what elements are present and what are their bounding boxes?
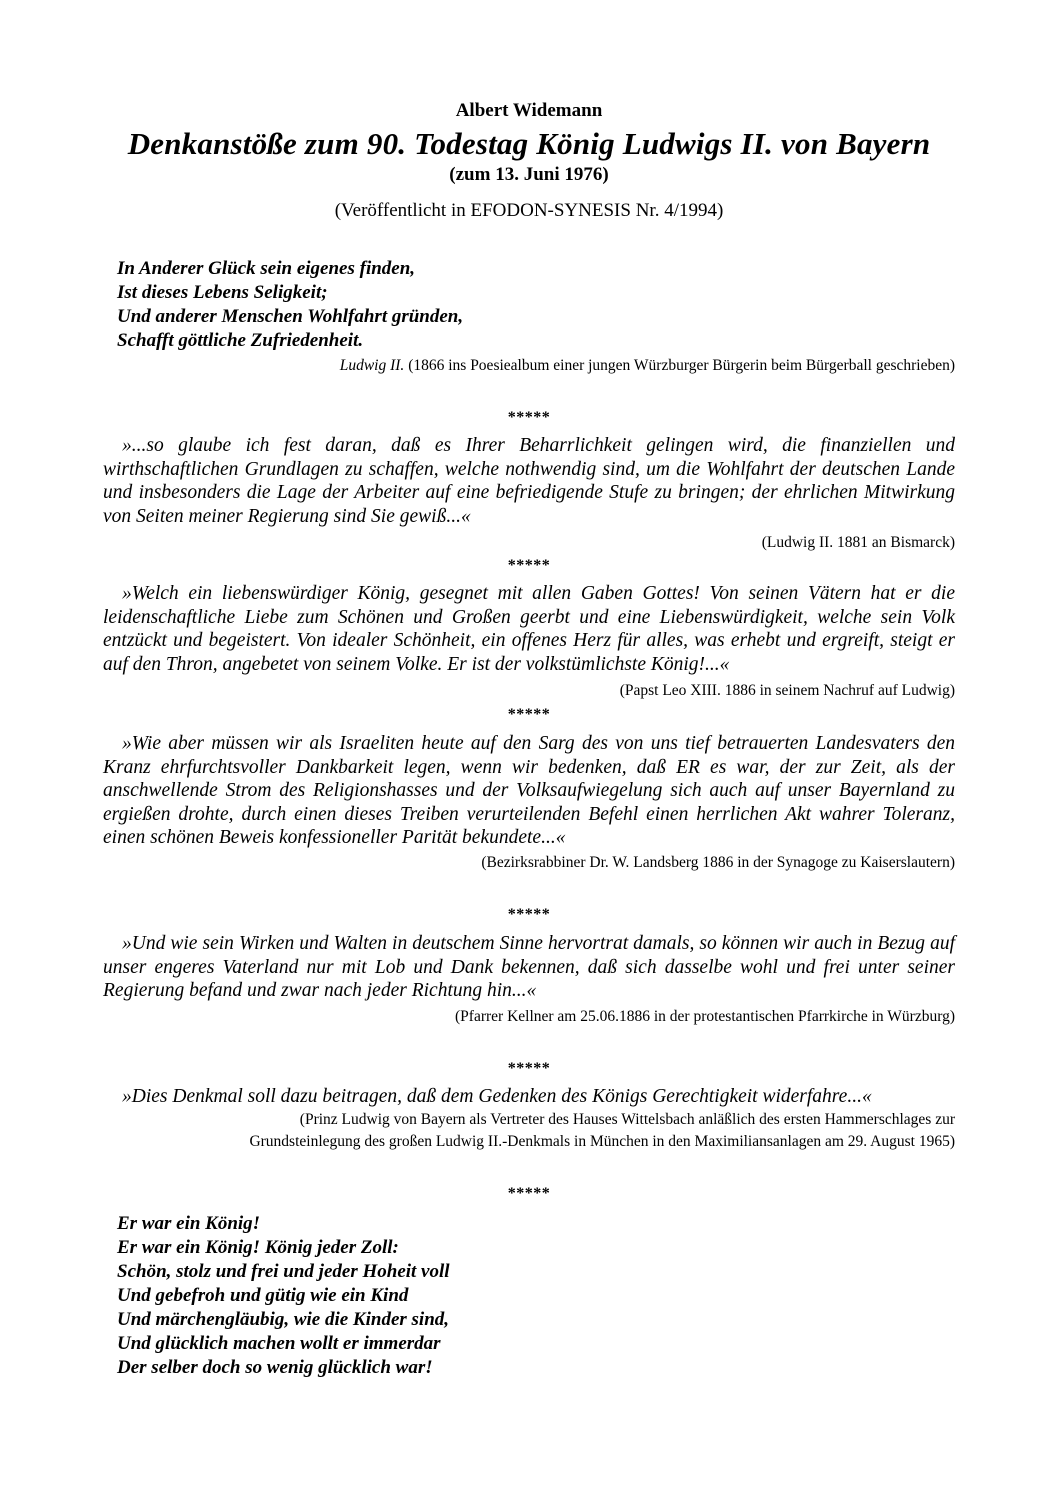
poem-line: Und gebefroh und gütig wie ein Kind	[117, 1285, 409, 1306]
closing-poem	[117, 1212, 450, 1380]
quote-source: (Bezirksrabbiner Dr. W. Landsberg 1886 in der Synagoge zu Kaiserslautern)	[481, 854, 955, 871]
section-separator: *****	[507, 557, 551, 574]
section-separator: *****	[507, 409, 551, 426]
poem-line: Und märchengläubig, wie die Kinder sind,	[117, 1309, 450, 1330]
poem-line: Und glücklich machen wollt er immerdar	[117, 1333, 441, 1354]
poem-source	[103, 356, 955, 376]
poem-line: Er war ein König!	[117, 1213, 261, 1234]
section-separator: *****	[507, 906, 551, 923]
quote-text: »Wie aber müssen wir als Israeliten heute auf den Sarg des von uns tief betrauerten Landesvaters den Kranz ehrfurchtsvoller Dankbarkeit legen, wenn wir bedenken, daß ER es war, der zur Zeit, als der anschwellende Strom des Religionshasses und der Volksaufwiegelung sich auch auf unser Bayernland zu ergießen drohte, durch einen dieses Treiben verurteilenden Befehl einen herrlichen Akt wahrer Toleranz, einen schönen Beweis konfessioneller Parität bekundete...«	[103, 733, 955, 848]
page-title: Denkanstöße zum 90. Todestag König Ludwigs II. von Bayern	[127, 126, 931, 161]
poem-line: Der selber doch so wenig glücklich war!	[117, 1357, 433, 1378]
poem-line: Ist dieses Lebens Seligkeit;	[117, 282, 328, 303]
page-subtitle: (zum 13. Juni 1976)	[449, 164, 609, 185]
author-name: Albert Widemann	[455, 100, 603, 121]
poem-line: Schön, stolz und frei und jeder Hoheit voll	[117, 1261, 450, 1282]
opening-poem	[117, 257, 463, 353]
quote-source: (Pfarrer Kellner am 25.06.1886 in der protestantischen Pfarrkirche in Würzburg)	[455, 1008, 955, 1025]
quote-text: »Welch ein liebenswürdiger König, gesegnet mit allen Gaben Gottes! Von seinen Vätern hat er die leidenschaftliche Liebe zum Schönen und Großen geerbt und eine Liebenswürdigkeit, welche sein Volk entzückt und begeistert. Von idealer Schönheit, ein offenes Herz für alles, was erhebt und ergreift, steigt er auf den Thron, angebetet von seinem Volke. Er ist der volkstümlichste König!...«	[103, 583, 955, 675]
section-separator: *****	[507, 1185, 551, 1202]
poem-line: Er war ein König! König jeder Zoll:	[117, 1237, 399, 1258]
section-separator: *****	[507, 1060, 551, 1077]
quote-source-line: Grundsteinlegung des großen Ludwig II.-Denkmals in München in den Maximiliansanlagen am 29. August 1965)	[249, 1133, 955, 1150]
poem-line: In Anderer Glück sein eigenes finden,	[117, 258, 416, 279]
quote-text: »Dies Denkmal soll dazu beitragen, daß dem Gedenken des Königs Gerechtigkeit widerfahre...«	[122, 1086, 872, 1107]
poem-line: Schafft göttliche Zufriedenheit.	[117, 330, 364, 351]
quote-source-line: (Prinz Ludwig von Bayern als Vertreter des Hauses Wittelsbach anläßlich des ersten Hammerschlages zur	[299, 1111, 955, 1128]
poem-source-detail: (1866 ins Poesiealbum einer jungen Würzburger Bürgerin beim Bürgerball geschrieben)	[404, 357, 955, 374]
poem-line: Und anderer Menschen Wohlfahrt gründen,	[117, 306, 464, 327]
publication-note: (Veröffentlicht in EFODON-SYNESIS Nr. 4/1994)	[334, 200, 724, 221]
quote-source: (Ludwig II. 1881 an Bismarck)	[761, 534, 955, 551]
quote-text: »...so glaube ich fest daran, daß es Ihrer Beharrlichkeit gelingen wird, die finanziellen und wirthschaftlichen Grundlagen zu schaffen, welche nothwendig sind, um die Wohlfahrt der deutschen Lande und insbesonders die Lage der Arbeiter auf eine befriedigende Stufe zu bringen; der ehrlichen Mitwirkung von Seiten meiner Regierung sind Sie gewiß...«	[103, 435, 955, 527]
poem-source-author: Ludwig II.	[339, 357, 405, 374]
quote-text: »Und wie sein Wirken und Walten in deutschem Sinne hervortrat damals, so können wir auch in Bezug auf unser engeres Vaterland nur mit Lob und Dank bekennen, daß sich dasselbe wohl und frei unter seiner Regierung befand und zwar nach jeder Richtung hin...«	[103, 933, 955, 1001]
quote-source: (Papst Leo XIII. 1886 in seinem Nachruf auf Ludwig)	[619, 682, 955, 699]
section-separator: *****	[507, 706, 551, 723]
